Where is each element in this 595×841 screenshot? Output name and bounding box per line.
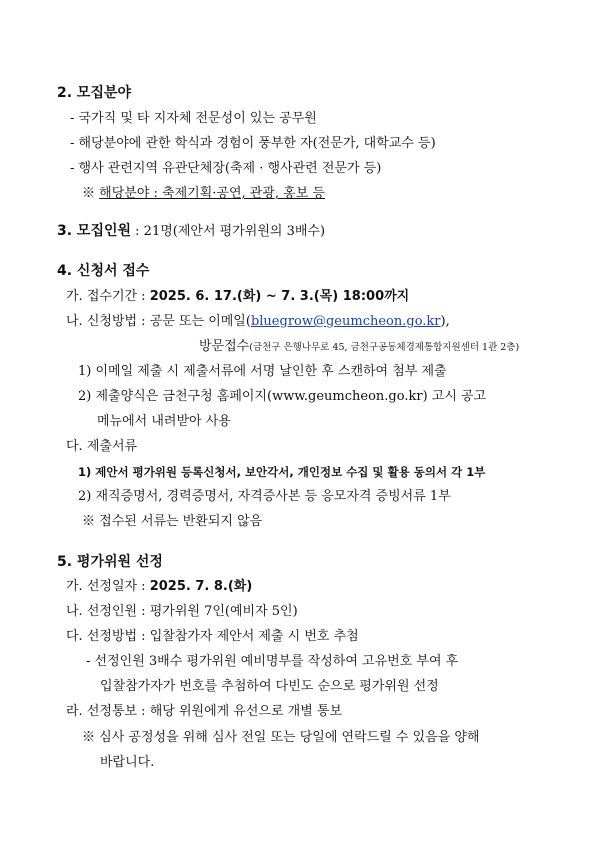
selection-note-1: ※ 심사 공정성을 위해 심사 전일 또는 당일에 연락드릴 수 있음을 양해 — [82, 730, 480, 745]
selection-method-detail-2: 입찰참가자가 번호를 추첨하여 다빈도 순으로 평가위원 선정 — [100, 679, 439, 694]
period-line — [66, 288, 409, 306]
note-mark: ※ — [82, 186, 96, 201]
selection-note-2: 바랍니다. — [100, 755, 155, 770]
documents-note: ※ 접수된 서류는 반환되지 않음 — [82, 514, 263, 529]
selection-date-value: 2025. 7. 8.(화) — [149, 579, 253, 594]
period-label: 가. 접수기간 : — [66, 289, 150, 304]
visit-address: (금천구 은행나무로 45, 금천구공동체경제통합지원센터 1관 2층) — [249, 342, 520, 353]
selection-count: 나. 선정인원 : 평가위원 7인(예비자 5인) — [66, 604, 298, 619]
documents-label: 다. 제출서류 — [66, 439, 138, 454]
visit-line — [199, 338, 519, 357]
method-line — [66, 313, 450, 331]
section-3-desc: : 21명(제안서 평가위원의 3배수) — [131, 224, 326, 239]
selection-date-line — [66, 578, 252, 596]
list-item: - 국가직 및 타 지자체 전문성이 있는 공무원 — [70, 111, 317, 126]
section-2-heading: 2. 모집분야 — [57, 85, 132, 101]
selection-date-label: 가. 선정일자 : — [66, 579, 150, 594]
note-line — [82, 185, 325, 203]
documents-item-2: 2) 재직증명서, 경력증명서, 자격증사본 등 응모자격 증빙서류 1부 — [78, 489, 451, 504]
selection-notice: 라. 선정통보 : 해당 위원에게 유선으로 개별 통보 — [66, 704, 343, 719]
method-label: 나. 신청방법 : 공문 또는 이메일( — [66, 314, 251, 329]
section-3-line — [57, 222, 325, 241]
method-close: ), — [440, 314, 450, 329]
list-item: - 행사 관련지역 유관단체장(축제 · 행사관련 전문가 등) — [70, 161, 382, 176]
method-note-2: 2) 제출양식은 금천구청 홈페이지(www.geumcheon.go.kr) 고시 공고 — [78, 389, 487, 404]
visit-label: 방문접수 — [199, 339, 250, 354]
selection-method: 다. 선정방법 : 입찰참가자 제안서 제출 시 번호 추첨 — [66, 629, 359, 644]
email-link[interactable]: bluegrow@geumcheon.go.kr — [250, 314, 441, 329]
list-item: - 해당분야에 관한 학식과 경험이 풍부한 자(전문가, 대학교수 등) — [70, 136, 436, 151]
note-text: 해당분야 : 축제기획·공연, 관광, 홍보 등 — [99, 186, 325, 201]
method-note-1: 1) 이메일 제출 시 제출서류에 서명 날인한 후 스캔하여 첨부 제출 — [78, 364, 447, 379]
method-note-2-cont: 메뉴에서 내려받아 사용 — [97, 414, 231, 429]
section-5-heading: 5. 평가위원 선정 — [57, 554, 163, 570]
documents-item-1: 1) 제안서 평가위원 등록신청서, 보안각서, 개인정보 수집 및 활용 동의서 각 1부 — [78, 465, 486, 479]
selection-method-detail-1: - 선정인원 3배수 평가위원 예비명부를 작성하여 고유번호 부여 후 — [86, 654, 459, 669]
section-3-heading: 3. 모집인원 — [57, 223, 132, 239]
section-4-heading: 4. 신청서 접수 — [57, 263, 150, 279]
period-value: 2025. 6. 17.(화) ~ 7. 3.(목) 18:00까지 — [149, 289, 410, 304]
